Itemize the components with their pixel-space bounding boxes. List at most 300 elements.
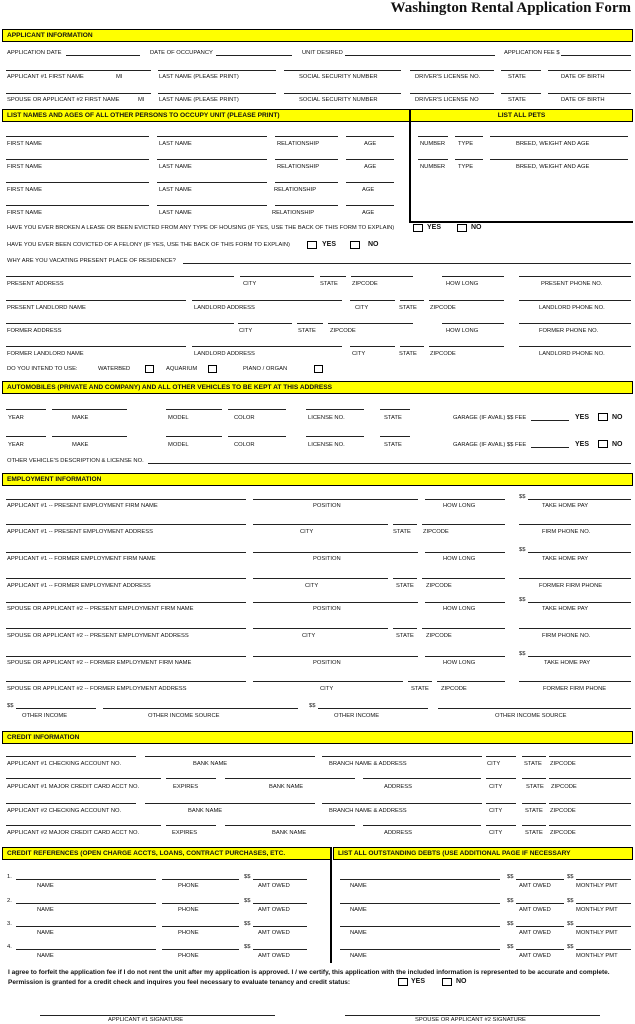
- ref2-name-field[interactable]: [16, 903, 156, 904]
- application-date-field[interactable]: [66, 55, 140, 56]
- former-landlord-phone-field[interactable]: [519, 346, 631, 347]
- present-zip-label: ZIPCODE: [352, 281, 378, 287]
- waterbed-label: WATERBED: [98, 366, 131, 372]
- a2-present-position-label: POSITION: [313, 606, 341, 612]
- a2-present-firm-phone-field[interactable]: [519, 628, 631, 629]
- a1-present-take-home-field[interactable]: [528, 499, 631, 500]
- agreement-yes-checkbox[interactable]: [398, 978, 408, 986]
- present-address-field[interactable]: [6, 276, 234, 277]
- a1-present-zip-field[interactable]: [422, 524, 505, 525]
- a1-bank-state-label: STATE: [524, 761, 542, 767]
- auto1-year-field[interactable]: [6, 409, 46, 410]
- former-landlord-address-field[interactable]: [192, 346, 342, 347]
- auto2-license-label: LICENSE NO.: [308, 442, 345, 448]
- a1-present-city-field[interactable]: [253, 524, 388, 525]
- a1-bank-city-label: CITY: [487, 761, 501, 767]
- a2-bank-city-field[interactable]: [486, 803, 516, 804]
- date-of-occupancy-field[interactable]: [216, 55, 292, 56]
- ref3-amt-owed-field[interactable]: [253, 926, 307, 927]
- auto2-make-field[interactable]: [52, 436, 127, 437]
- ref2-phone-label: PHONE: [178, 907, 199, 913]
- person3-age-label: AGE: [362, 187, 375, 193]
- a1-bank-state-field[interactable]: [522, 756, 546, 757]
- ref4-phone-field[interactable]: [162, 949, 239, 950]
- applicant2-signature-field[interactable]: [345, 1015, 600, 1016]
- present-how-long-field[interactable]: [442, 276, 504, 277]
- a1-former-position-label: POSITION: [313, 556, 341, 562]
- applicant1-dob-field[interactable]: [548, 70, 631, 71]
- piano-checkbox[interactable]: [314, 365, 323, 373]
- a1-cc-bank-field[interactable]: [225, 778, 355, 779]
- auto1-state-field[interactable]: [380, 409, 410, 410]
- auto2-year-field[interactable]: [6, 436, 46, 437]
- a1-present-address-field[interactable]: [6, 524, 246, 525]
- debt3-monthly-field[interactable]: [576, 926, 631, 927]
- a1-former-city-field[interactable]: [253, 578, 388, 579]
- a2-bank-state-field[interactable]: [522, 803, 546, 804]
- former-phone-label: FORMER PHONE NO.: [539, 328, 599, 334]
- a1-present-how-long-field[interactable]: [425, 499, 505, 500]
- a2-present-zip-label: ZIPCODE: [426, 633, 452, 639]
- a1-former-firm-field[interactable]: [6, 552, 246, 553]
- auto2-garage-fee-field[interactable]: [531, 447, 569, 448]
- auto1-no-label: NO: [612, 414, 623, 421]
- present-landlord-phone-field[interactable]: [519, 300, 631, 301]
- applicant1-last-name-field[interactable]: [158, 70, 276, 71]
- spouse-first-name-label: SPOUSE OR APPLICANT #2 FIRST NAME: [7, 97, 120, 103]
- person4-last-name-field[interactable]: [157, 205, 267, 206]
- applicant1-dl-field[interactable]: [410, 70, 494, 71]
- a1-other-income-dollars: $$: [7, 703, 14, 709]
- ref4-name-field[interactable]: [16, 949, 156, 950]
- pet2-number-field[interactable]: [418, 159, 448, 160]
- pet2-breed-label: BREED, WEIGHT AND AGE: [516, 164, 590, 170]
- person1-age-label: AGE: [364, 141, 377, 147]
- persons-header: LIST NAMES AND AGES OF ALL OTHER PERSONS TO OCCUPY UNIT (PLEASE PRINT): [2, 109, 411, 122]
- a2-cc-zip-label: ZIPCODE: [550, 830, 576, 836]
- former-address-field[interactable]: [6, 323, 234, 324]
- ref1-amt-owed-field[interactable]: [253, 879, 307, 880]
- person2-last-name-label: LAST NAME: [159, 164, 192, 170]
- debt4-name-label: NAME: [350, 953, 367, 959]
- spouse-dl-field[interactable]: [410, 93, 494, 94]
- auto2-no-label: NO: [612, 441, 623, 448]
- felony-yes-label: YES: [322, 241, 337, 248]
- auto2-garage-checkbox[interactable]: [598, 440, 608, 448]
- ref4-phone-label: PHONE: [178, 953, 199, 959]
- auto2-garage-label: GARAGE (IF AVAIL) $$ FEE: [453, 442, 527, 448]
- a1-present-firm-phone-label: FIRM PHONE NO.: [542, 529, 591, 535]
- a1-present-how-long-label: HOW LONG: [443, 503, 476, 509]
- a2-former-position-field[interactable]: [253, 656, 418, 657]
- a2-present-state-field[interactable]: [393, 628, 417, 629]
- evicted-yes-label: YES: [427, 224, 442, 231]
- ref1-amt-owed-label: AMT OWED: [258, 883, 290, 889]
- ref2-number: 2.: [7, 898, 12, 904]
- debt2-name-field[interactable]: [340, 903, 500, 904]
- a1-bank-zip-field[interactable]: [549, 756, 631, 757]
- auto1-license-field[interactable]: [306, 409, 364, 410]
- pet2-breed-field[interactable]: [490, 159, 628, 160]
- applicant1-signature-label: APPLICANT #1 SIGNATURE: [108, 1017, 184, 1023]
- debt1-name-label: NAME: [350, 883, 367, 889]
- a2-other-income-source-label: OTHER INCOME SOURCE: [495, 713, 567, 719]
- felony-yes-checkbox[interactable]: [307, 241, 317, 249]
- a2-present-how-long-field[interactable]: [425, 602, 505, 603]
- person3-relationship-field[interactable]: [275, 182, 338, 183]
- former-landlord-zip-field[interactable]: [429, 346, 504, 347]
- a2-former-position-label: POSITION: [313, 660, 341, 666]
- present-city-label: CITY: [243, 281, 257, 287]
- a2-cc-bank-field[interactable]: [225, 825, 355, 826]
- present-landlord-city-field[interactable]: [350, 300, 395, 301]
- present-landlord-city-label: CITY: [355, 305, 369, 311]
- person2-age-label: AGE: [364, 164, 377, 170]
- auto2-model-field[interactable]: [166, 436, 222, 437]
- debt3-amt-owed-field[interactable]: [516, 926, 564, 927]
- present-landlord-zip-label: ZIPCODE: [430, 305, 456, 311]
- a1-cc-address-field[interactable]: [363, 778, 481, 779]
- applicant1-first-name-field[interactable]: [6, 70, 151, 71]
- a2-cc-city-label: CITY: [489, 830, 503, 836]
- applicant1-signature-field[interactable]: [40, 1015, 275, 1016]
- a2-cc-expires-field[interactable]: [166, 825, 216, 826]
- pet1-number-field[interactable]: [418, 136, 448, 137]
- ref2-amt-owed-field[interactable]: [253, 903, 307, 904]
- person3-age-field[interactable]: [346, 182, 394, 183]
- former-state-field[interactable]: [297, 323, 323, 324]
- a1-bank-city-field[interactable]: [486, 756, 516, 757]
- spouse-ssn-field[interactable]: [284, 93, 401, 94]
- pet1-breed-field[interactable]: [490, 136, 628, 137]
- ref3-name-field[interactable]: [16, 926, 156, 927]
- ref1-phone-label: PHONE: [178, 883, 199, 889]
- ref1-phone-field[interactable]: [162, 879, 239, 880]
- a1-present-firm-phone-field[interactable]: [519, 524, 631, 525]
- person4-first-name-label: FIRST NAME: [7, 210, 42, 216]
- a1-checking-field[interactable]: [6, 756, 136, 757]
- a2-present-position-field[interactable]: [253, 602, 418, 603]
- evicted-no-checkbox[interactable]: [457, 224, 467, 232]
- aquarium-checkbox[interactable]: [208, 365, 217, 373]
- present-landlord-state-field[interactable]: [400, 300, 424, 301]
- other-vehicle-field[interactable]: [148, 463, 631, 464]
- ref2-phone-field[interactable]: [162, 903, 239, 904]
- present-state-field[interactable]: [320, 276, 346, 277]
- a2-branch-label: BRANCH NAME & ADDRESS: [329, 808, 407, 814]
- intend-to-use-label: DO YOU INTEND TO USE:: [7, 366, 78, 372]
- former-landlord-state-field[interactable]: [400, 346, 424, 347]
- agreement-yes-label: YES: [411, 978, 426, 985]
- applicant-info-header: APPLICANT INFORMATION: [2, 29, 633, 42]
- debt3-amt-owed-label: AMT OWED: [519, 930, 551, 936]
- a1-former-position-field[interactable]: [253, 552, 418, 553]
- ref4-name-label: NAME: [37, 953, 54, 959]
- debt3-pmt-dollars: $$: [567, 921, 574, 927]
- a2-present-address-field[interactable]: [6, 628, 246, 629]
- debt4-name-field[interactable]: [340, 949, 500, 950]
- auto1-make-field[interactable]: [52, 409, 127, 410]
- person1-last-name-field[interactable]: [157, 136, 267, 137]
- spouse-state-field[interactable]: [501, 93, 541, 94]
- present-phone-field[interactable]: [519, 276, 631, 277]
- ref1-name-field[interactable]: [16, 879, 156, 880]
- a1-former-take-home-label: TAKE HOME PAY: [542, 556, 589, 562]
- a2-present-firm-field[interactable]: [6, 602, 246, 603]
- a2-present-city-field[interactable]: [253, 628, 388, 629]
- auto2-color-label: COLOR: [234, 442, 255, 448]
- present-landlord-phone-label: LANDLORD PHONE NO.: [539, 305, 605, 311]
- former-landlord-city-field[interactable]: [350, 346, 395, 347]
- auto2-model-label: MODEL: [168, 442, 189, 448]
- a1-cc-state-field[interactable]: [522, 778, 546, 779]
- a1-cc-city-label: CITY: [489, 784, 503, 790]
- a1-former-firm-label: APPLICANT #1 -- FORMER EMPLOYMENT FIRM NAME: [7, 556, 156, 562]
- a1-bank-zip-label: ZIPCODE: [550, 761, 576, 767]
- auto1-color-field[interactable]: [228, 409, 286, 410]
- person1-age-field[interactable]: [346, 136, 394, 137]
- debt4-monthly-label: MONTHLY PMT: [576, 953, 618, 959]
- agreement-no-checkbox[interactable]: [442, 978, 452, 986]
- debt1-monthly-label: MONTHLY PMT: [576, 883, 618, 889]
- former-phone-field[interactable]: [519, 323, 631, 324]
- pet2-type-field[interactable]: [455, 159, 483, 160]
- a1-bank-name-field[interactable]: [145, 756, 315, 757]
- a2-former-zip-field[interactable]: [437, 681, 505, 682]
- auto1-garage-checkbox[interactable]: [598, 413, 608, 421]
- former-address-label: FORMER ADDRESS: [7, 328, 62, 334]
- a1-present-position-field[interactable]: [253, 499, 418, 500]
- evicted-yes-checkbox[interactable]: [413, 224, 423, 232]
- debt4-amt-owed-field[interactable]: [516, 949, 564, 950]
- credit-info-header: CREDIT INFORMATION: [2, 731, 633, 744]
- a2-cc-zip-field[interactable]: [549, 825, 631, 826]
- automobiles-header: AUTOMOBILES (PRIVATE AND COMPANY) AND ALL OTHER VEHICLES TO BE KEPT AT THIS ADDRESS: [2, 381, 633, 394]
- auto2-make-label: MAKE: [72, 442, 89, 448]
- vacating-field[interactable]: [183, 263, 631, 264]
- a2-cc-address-field[interactable]: [363, 825, 481, 826]
- pet1-type-field[interactable]: [455, 136, 483, 137]
- a1-cc-expires-field[interactable]: [166, 778, 216, 779]
- ref2-dollars: $$: [244, 898, 251, 904]
- ref1-number: 1.: [7, 874, 12, 880]
- a2-former-take-home-field[interactable]: [528, 656, 631, 657]
- a1-cc-address-label: ADDRESS: [384, 784, 413, 790]
- present-phone-label: PRESENT PHONE NO.: [541, 281, 603, 287]
- spouse-dob-label: DATE OF BIRTH: [561, 97, 605, 103]
- a2-cc-state-field[interactable]: [522, 825, 546, 826]
- waterbed-checkbox[interactable]: [145, 365, 154, 373]
- a2-former-address-label: SPOUSE OR APPLICANT #2 -- FORMER EMPLOYMENT ADDRESS: [7, 686, 187, 692]
- present-address-label: PRESENT ADDRESS: [7, 281, 64, 287]
- auto2-license-field[interactable]: [306, 436, 364, 437]
- a2-present-zip-field[interactable]: [422, 628, 505, 629]
- a2-former-city-field[interactable]: [253, 681, 403, 682]
- a2-other-income-source-field[interactable]: [438, 708, 631, 709]
- a2-former-city-label: CITY: [320, 686, 334, 692]
- a1-former-city-label: CITY: [305, 583, 319, 589]
- person3-first-name-field[interactable]: [6, 182, 149, 183]
- person1-first-name-field[interactable]: [6, 136, 149, 137]
- a2-other-income-field[interactable]: [318, 708, 428, 709]
- a2-present-dollars-label: $$: [519, 597, 526, 603]
- application-fee-field[interactable]: [561, 55, 631, 56]
- person1-relationship-field[interactable]: [275, 136, 338, 137]
- applicant1-dob-label: DATE OF BIRTH: [561, 74, 605, 80]
- a2-former-take-home-label: TAKE HOME PAY: [544, 660, 591, 666]
- pet2-type-label: TYPE: [458, 164, 474, 170]
- person4-age-field[interactable]: [346, 205, 394, 206]
- a1-major-cc-field[interactable]: [6, 778, 161, 779]
- person3-last-name-field[interactable]: [157, 182, 267, 183]
- debt4-amt-owed-label: AMT OWED: [519, 953, 551, 959]
- a1-former-dollars-label: $$: [519, 547, 526, 553]
- applicant1-state-label: STATE: [508, 74, 526, 80]
- debt3-name-field[interactable]: [340, 926, 500, 927]
- debt2-monthly-label: MONTHLY PMT: [576, 907, 618, 913]
- former-zip-label: ZIPCODE: [330, 328, 356, 334]
- a2-present-firm-phone-label: FIRM PHONE NO.: [542, 633, 591, 639]
- a1-former-firm-phone-field[interactable]: [519, 578, 631, 579]
- person2-relationship-field[interactable]: [275, 159, 338, 160]
- debt1-monthly-field[interactable]: [576, 879, 631, 880]
- former-zip-field[interactable]: [328, 323, 413, 324]
- spouse-state-label: STATE: [508, 97, 526, 103]
- a1-former-take-home-field[interactable]: [528, 552, 631, 553]
- a1-cc-bank-label: BANK NAME: [269, 784, 304, 790]
- a2-major-cc-field[interactable]: [6, 825, 161, 826]
- a1-former-state-field[interactable]: [393, 578, 417, 579]
- a2-cc-city-field[interactable]: [486, 825, 516, 826]
- person2-last-name-field[interactable]: [157, 159, 267, 160]
- a2-bank-name-field[interactable]: [145, 803, 315, 804]
- former-landlord-phone-label: LANDLORD PHONE NO.: [539, 351, 605, 357]
- a1-other-income-source-field[interactable]: [103, 708, 298, 709]
- a1-present-dollars-label: $$: [519, 494, 526, 500]
- a1-branch-field[interactable]: [322, 756, 482, 757]
- credit-references-header: CREDIT REFERENCES (OPEN CHARGE ACCTS, LOANS, CONTRACT PURCHASES, ETC.: [2, 847, 331, 860]
- debt2-monthly-field[interactable]: [576, 903, 631, 904]
- application-fee-label: APPLICATION FEE $: [504, 50, 560, 56]
- present-landlord-field[interactable]: [6, 300, 186, 301]
- a2-other-income-dollars: $$: [309, 703, 316, 709]
- spouse-last-name-field[interactable]: [158, 93, 276, 94]
- auto1-model-field[interactable]: [166, 409, 222, 410]
- former-how-long-field[interactable]: [442, 323, 504, 324]
- a2-former-firm-phone-field[interactable]: [519, 681, 631, 682]
- a2-cc-bank-label: BANK NAME: [272, 830, 307, 836]
- other-vehicle-label: OTHER VEHICLE'S DESCRIPTION & LICENSE NO.: [7, 458, 144, 464]
- person4-relationship-field[interactable]: [275, 205, 338, 206]
- ref4-dollars: $$: [244, 944, 251, 950]
- person2-age-field[interactable]: [346, 159, 394, 160]
- ref2-amt-owed-label: AMT OWED: [258, 907, 290, 913]
- debt1-dollars: $$: [507, 874, 514, 880]
- ref3-phone-field[interactable]: [162, 926, 239, 927]
- ref4-amt-owed-field[interactable]: [253, 949, 307, 950]
- spouse-first-name-field[interactable]: [6, 93, 151, 94]
- person1-first-name-label: FIRST NAME: [7, 141, 42, 147]
- unit-desired-field[interactable]: [345, 55, 495, 56]
- a1-cc-zip-label: ZIPCODE: [551, 784, 577, 790]
- a1-bank-name-label: BANK NAME: [193, 761, 228, 767]
- auto2-color-field[interactable]: [228, 436, 286, 437]
- a2-former-state-field[interactable]: [408, 681, 432, 682]
- felony-no-checkbox[interactable]: [350, 241, 360, 249]
- a1-cc-city-field[interactable]: [486, 778, 516, 779]
- a2-former-how-long-label: HOW LONG: [443, 660, 476, 666]
- present-landlord-zip-field[interactable]: [429, 300, 504, 301]
- a2-bank-zip-field[interactable]: [549, 803, 631, 804]
- applicant1-ssn-field[interactable]: [284, 70, 401, 71]
- a2-former-dollars-label: $$: [519, 651, 526, 657]
- a2-former-address-field[interactable]: [6, 681, 246, 682]
- present-zip-field[interactable]: [351, 276, 413, 277]
- form-title: Washington Rental Application Form: [390, 0, 631, 16]
- ref3-name-label: NAME: [37, 930, 54, 936]
- debt4-monthly-field[interactable]: [576, 949, 631, 950]
- a1-former-zip-label: ZIPCODE: [426, 583, 452, 589]
- a1-former-how-long-field[interactable]: [425, 552, 505, 553]
- a1-checking-label: APPLICANT #1 CHECKING ACCOUNT NO.: [7, 761, 122, 767]
- pets-bottom-rule: [409, 221, 633, 223]
- a2-present-take-home-field[interactable]: [528, 602, 631, 603]
- former-city-field[interactable]: [238, 323, 292, 324]
- former-landlord-field[interactable]: [6, 346, 186, 347]
- auto2-state-field[interactable]: [380, 436, 410, 437]
- pets-header: LIST ALL PETS: [410, 109, 633, 122]
- person2-first-name-field[interactable]: [6, 159, 149, 160]
- a1-former-how-long-label: HOW LONG: [443, 556, 476, 562]
- applicant1-state-field[interactable]: [501, 70, 541, 71]
- auto2-yes-label: YES: [575, 441, 590, 448]
- auto1-garage-fee-field[interactable]: [531, 420, 569, 421]
- present-landlord-address-field[interactable]: [192, 300, 342, 301]
- debt2-amt-owed-label: AMT OWED: [519, 907, 551, 913]
- auto1-state-label: STATE: [384, 415, 402, 421]
- spouse-dl-label: DRIVER'S LICENSE NO: [415, 97, 479, 103]
- a1-present-state-field[interactable]: [393, 524, 417, 525]
- ref3-amt-owed-label: AMT OWED: [258, 930, 290, 936]
- pet1-breed-label: BREED, WEIGHT AND AGE: [516, 141, 590, 147]
- a1-present-zip-label: ZIPCODE: [423, 529, 449, 535]
- present-city-field[interactable]: [240, 276, 314, 277]
- a1-other-income-field[interactable]: [16, 708, 96, 709]
- debt2-amt-owed-field[interactable]: [516, 903, 564, 904]
- a2-branch-field[interactable]: [322, 803, 482, 804]
- a2-checking-field[interactable]: [6, 803, 136, 804]
- a2-present-firm-label: SPOUSE OR APPLICANT #2 -- PRESENT EMPLOYMENT FIRM NAME: [7, 606, 194, 612]
- debt1-amt-owed-field[interactable]: [516, 879, 564, 880]
- debt1-name-field[interactable]: [340, 879, 500, 880]
- piano-label: PIANO / ORGAN: [243, 366, 288, 372]
- a1-branch-label: BRANCH NAME & ADDRESS: [329, 761, 407, 767]
- a2-former-how-long-field[interactable]: [425, 656, 505, 657]
- a2-former-firm-field[interactable]: [6, 656, 246, 657]
- a1-former-zip-field[interactable]: [422, 578, 505, 579]
- person4-first-name-field[interactable]: [6, 205, 149, 206]
- a1-present-firm-field[interactable]: [6, 499, 246, 500]
- ref3-phone-label: PHONE: [178, 930, 199, 936]
- a1-former-address-field[interactable]: [6, 578, 246, 579]
- a1-former-state-label: STATE: [396, 583, 414, 589]
- spouse-dob-field[interactable]: [548, 93, 631, 94]
- debt1-amt-owed-label: AMT OWED: [519, 883, 551, 889]
- a1-cc-zip-field[interactable]: [549, 778, 631, 779]
- debt2-dollars: $$: [507, 898, 514, 904]
- person3-last-name-label: LAST NAME: [159, 187, 192, 193]
- applicant1-first-name-label: APPLICANT #1 FIRST NAME: [7, 74, 84, 80]
